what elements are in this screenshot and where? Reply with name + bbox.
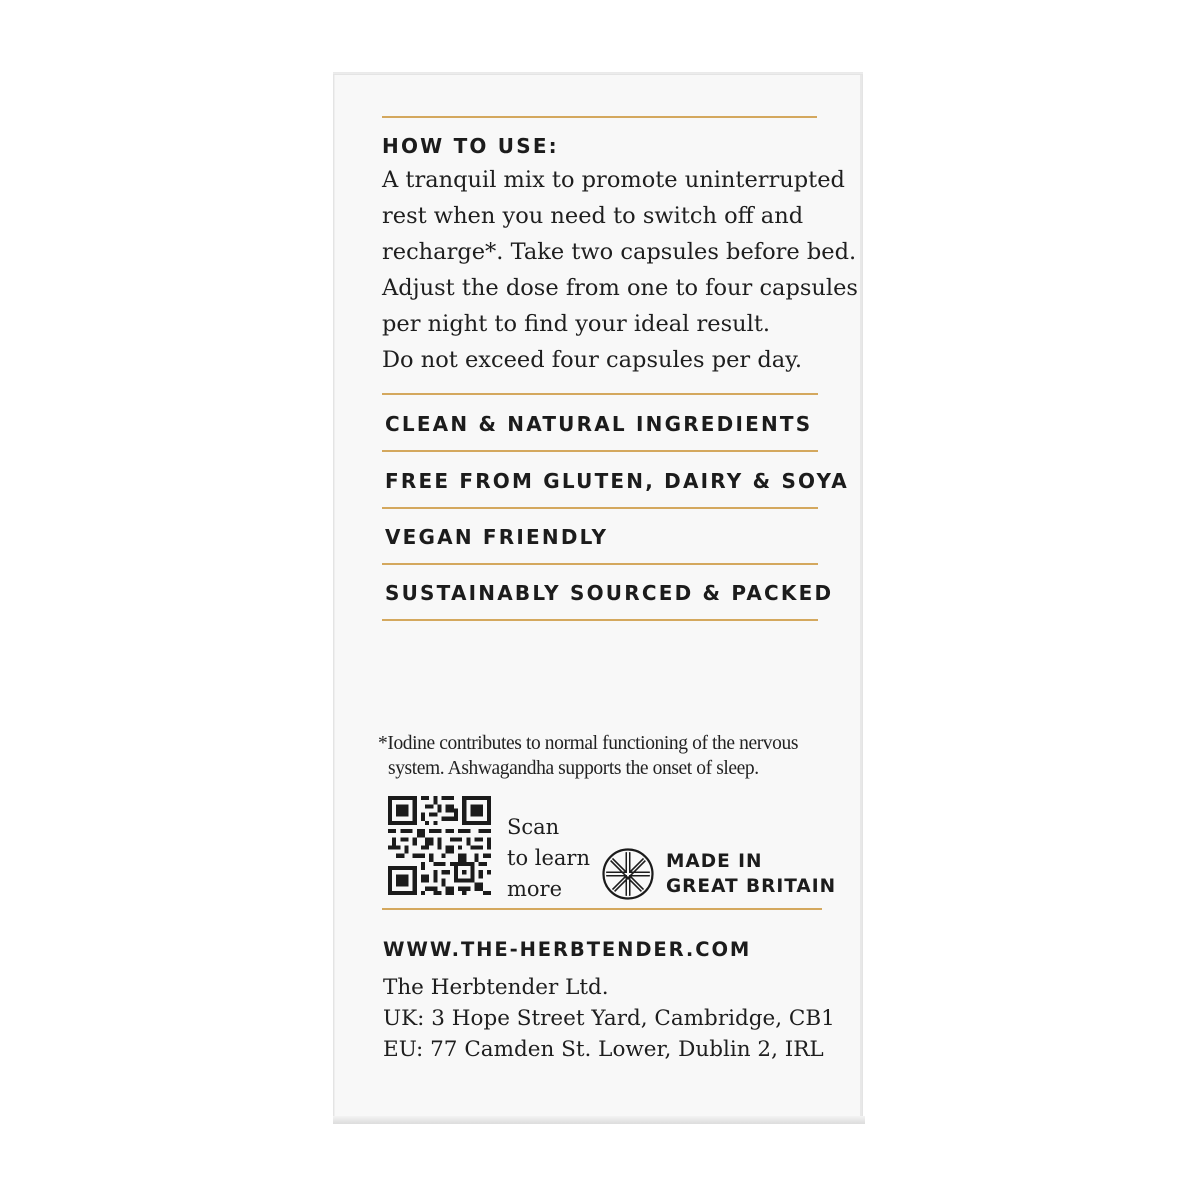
qr-caption-line-3: more (507, 877, 563, 901)
footnote-line-1: *Iodine contributes to normal functioning of the nervous (378, 733, 799, 754)
qr-caption-line-1: Scan (507, 815, 560, 839)
website-link[interactable]: WWW.THE-HERBTENDER.COM (383, 938, 752, 961)
divider-claims-top (382, 393, 818, 395)
footnote-line-2: system. Ashwagandha supports the onset of sleep. (388, 758, 759, 779)
claim-vegan: VEGAN FRIENDLY (385, 525, 609, 549)
usage-line: recharge*. Take two capsules before bed. (382, 239, 857, 265)
usage-line: per night to find your ideal result. (382, 311, 771, 337)
divider-footer (382, 908, 822, 910)
usage-line: A tranquil mix to promote uninterrupted (382, 167, 845, 193)
divider-claims-2 (382, 507, 818, 509)
made-in-label (666, 849, 836, 899)
union-flag-circle-icon (602, 848, 654, 900)
made-in-line-1: MADE IN (666, 851, 763, 872)
claim-clean-natural: CLEAN & NATURAL INGREDIENTS (385, 412, 813, 436)
box-bottom-edge (333, 1116, 865, 1124)
qr-caption (507, 812, 590, 905)
divider-claims-3 (382, 563, 818, 565)
claim-sustainable: SUSTAINABLY SOURCED & PACKED (385, 581, 834, 605)
usage-line: Adjust the dose from one to four capsules (382, 275, 858, 301)
claim-free-from: FREE FROM GLUTEN, DAIRY & SOYA (385, 469, 849, 493)
usage-line: Do not exceed four capsules per day. (382, 347, 803, 373)
uk-address: UK: 3 Hope Street Yard, Cambridge, CB1 (383, 1006, 835, 1031)
qr-caption-line-2: to learn (507, 846, 590, 870)
footnote (378, 731, 798, 781)
divider-claims-1 (382, 450, 818, 452)
usage-line: rest when you need to switch off and (382, 203, 804, 229)
how-to-use-text (382, 162, 858, 378)
how-to-use-heading: HOW TO USE: (382, 134, 559, 158)
made-in-line-2: GREAT BRITAIN (666, 876, 837, 897)
divider-top (382, 116, 817, 118)
eu-address: EU: 77 Camden St. Lower, Dublin 2, IRL (383, 1037, 824, 1062)
divider-claims-bottom (382, 619, 818, 621)
qr-code-icon[interactable] (388, 796, 491, 895)
company-name: The Herbtender Ltd. (383, 975, 609, 1000)
company-address (383, 972, 835, 1065)
